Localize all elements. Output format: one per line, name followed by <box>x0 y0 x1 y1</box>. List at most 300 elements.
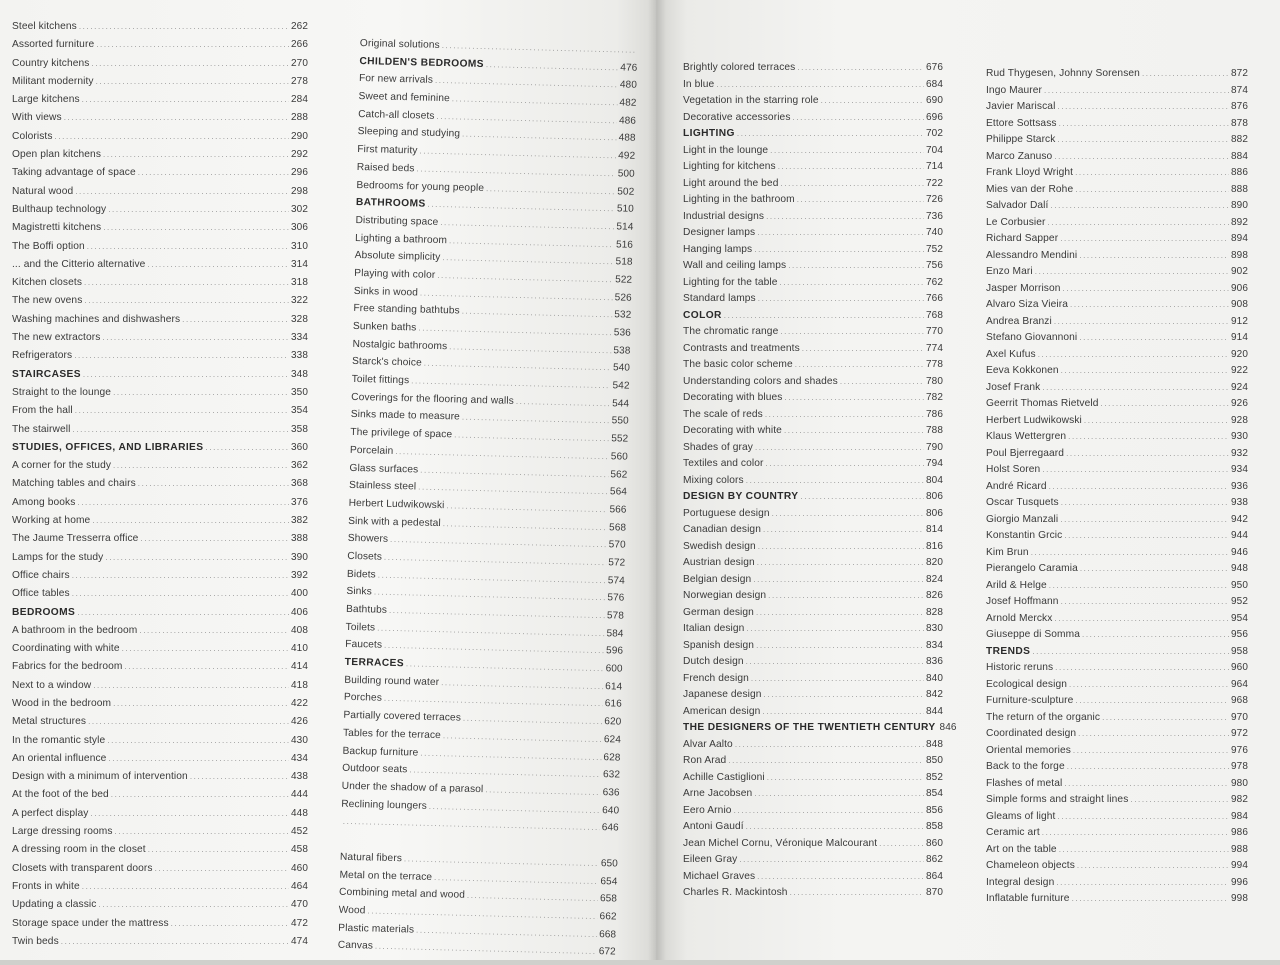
toc-page-number: 328 <box>291 313 308 325</box>
toc-page-number: 422 <box>291 697 308 709</box>
toc-page-number: 794 <box>926 458 943 469</box>
toc-entry-title: Large kitchens <box>12 94 80 106</box>
toc-entry-title: A bathroom in the bedroom <box>12 624 138 636</box>
toc-entry-title: Faucets <box>345 639 383 652</box>
toc-entry-title: The chromatic range <box>683 326 779 337</box>
toc-entry <box>683 376 943 393</box>
toc-page-number: 884 <box>1231 150 1248 162</box>
toc-entry <box>683 524 943 541</box>
toc-page-number: 912 <box>1231 315 1248 327</box>
toc-entry <box>12 460 308 478</box>
toc-leader-dots <box>79 22 289 31</box>
toc-leader-dots <box>746 657 924 666</box>
toc-leader-dots <box>778 162 924 171</box>
toc-entry <box>683 689 943 706</box>
toc-page-number: 926 <box>1231 398 1248 409</box>
toc-leader-dots <box>793 113 924 122</box>
toc-page-number: 488 <box>618 132 636 145</box>
toc-page-number: 560 <box>610 451 628 463</box>
toc-entry-title: Starck's choice <box>351 356 422 369</box>
toc-entry <box>683 326 943 343</box>
toc-entry-title: Chameleon objects <box>986 860 1075 871</box>
toc-entry <box>986 497 1248 514</box>
toc-entry <box>986 679 1248 696</box>
toc-entry <box>683 244 943 261</box>
toc-entry-title: Playing with color <box>354 267 436 281</box>
toc-leader-dots <box>105 553 289 562</box>
toc-entry <box>12 295 308 313</box>
toc-leader-dots <box>1084 416 1229 425</box>
toc-page-number: 392 <box>291 569 308 581</box>
toc-page-number: 522 <box>615 274 633 286</box>
toc-entry <box>683 62 943 79</box>
toc-page-number: 828 <box>926 606 943 618</box>
toc-page-number: 482 <box>619 97 637 109</box>
toc-entry-title: Jean Michel Cornu, Véronique Malcourant <box>683 837 878 849</box>
toc-entry-title: Among books <box>12 496 76 508</box>
toc-page-number: 298 <box>291 185 308 197</box>
toc-leader-dots <box>72 425 289 434</box>
toc-leader-dots <box>737 129 924 138</box>
toc-entry <box>12 222 308 240</box>
toc-entry <box>986 283 1248 300</box>
toc-entry <box>683 755 943 772</box>
toc-entry-title: Porches <box>343 692 383 705</box>
toc-page-number: 830 <box>926 623 943 634</box>
toc-entry <box>683 640 943 657</box>
toc-leader-dots <box>83 370 289 379</box>
toc-entry-title: Design with a minimum of intervention <box>12 771 188 783</box>
toc-leader-dots <box>758 294 924 303</box>
toc-leader-dots <box>436 112 617 125</box>
toc-entry <box>986 613 1248 630</box>
toc-entry <box>12 277 308 295</box>
toc-entry-title: Taking advantage of space <box>12 167 136 179</box>
toc-page-number: 806 <box>926 491 943 502</box>
toc-page-number: 964 <box>1231 678 1248 690</box>
toc-entry <box>683 475 943 492</box>
toc-leader-dots <box>88 717 289 726</box>
toc-entry-title: French design <box>683 672 749 684</box>
toc-entry <box>12 716 308 734</box>
toc-entry-title: Catch-all closets <box>358 108 435 122</box>
toc-entry-title: American design <box>683 705 761 717</box>
toc-entry-title: Outdoor seats <box>342 762 408 776</box>
toc-leader-dots <box>734 806 924 815</box>
toc-leader-dots <box>486 60 619 72</box>
toc-page-number: 856 <box>926 804 943 816</box>
toc-leader-dots <box>138 479 289 488</box>
toc-entry-title: For new arrivals <box>358 73 434 87</box>
toc-page-number: 570 <box>608 539 626 551</box>
toc-entry-title: A perfect display <box>12 807 89 819</box>
toc-entry-title: Andrea Branzi <box>986 315 1052 327</box>
toc-entry <box>12 112 308 130</box>
toc-entry-title: Washing machines and dishwashers <box>12 313 181 325</box>
toc-entry <box>683 788 943 805</box>
toc-entry <box>986 167 1248 184</box>
toc-leader-dots <box>1060 234 1229 243</box>
toc-page-number: 684 <box>926 78 943 90</box>
toc-leader-dots <box>1064 531 1229 540</box>
toc-entry <box>683 557 943 574</box>
toc-page-number: 806 <box>926 507 943 519</box>
toc-page-number: 886 <box>1231 167 1248 178</box>
toc-entry-title: Stefano Giovannoni <box>986 332 1078 343</box>
toc-page-number: 314 <box>291 258 308 270</box>
toc-entry <box>12 167 308 185</box>
toc-leader-dots <box>1031 548 1229 557</box>
toc-entry <box>683 145 943 162</box>
toc-entry <box>683 211 943 228</box>
toc-entry-title: STAIRCASES <box>12 368 81 380</box>
toc-entry-title: ... and the Citterio alternative <box>12 258 146 270</box>
toc-entry-title: Art on the table <box>986 843 1057 855</box>
toc-entry-title: Lighting for the table <box>683 276 778 288</box>
toc-leader-dots <box>754 789 924 798</box>
toc-entry-title: Assorted furniture <box>12 39 95 51</box>
toc-leader-dots <box>91 59 289 68</box>
toc-page-number: 986 <box>1231 827 1248 838</box>
toc-entry-title: Arild & Helge <box>986 579 1047 591</box>
toc-page-number: 958 <box>1231 645 1248 657</box>
toc-entry <box>986 68 1248 85</box>
toc-page-number: 310 <box>291 240 308 252</box>
toc-entry <box>683 805 943 822</box>
toc-entry-title: COLOR <box>683 309 722 321</box>
toc-entry <box>683 673 943 690</box>
toc-entry <box>683 392 943 409</box>
toc-entry-title: Office chairs <box>12 569 70 581</box>
toc-entry-title: Sinks in wood <box>353 285 419 299</box>
toc-entry-title: Oriental memories <box>986 744 1071 756</box>
toc-entry <box>683 887 943 904</box>
toc-entry-title: Historic reruns <box>986 662 1054 673</box>
toc-leader-dots <box>122 644 289 653</box>
toc-page-number: 814 <box>926 524 943 535</box>
toc-entry-title: Rud Thygesen, Johnny Sorensen <box>986 68 1140 79</box>
toc-leader-dots <box>418 483 608 497</box>
toc-entry-title: Natural fibers <box>339 851 403 865</box>
toc-entry-title: Swedish design <box>683 540 756 552</box>
toc-entry-title: Richard Sapper <box>986 233 1059 244</box>
toc-leader-dots <box>1073 746 1229 755</box>
toc-page-number: 368 <box>291 478 308 490</box>
toc-leader-dots <box>746 624 924 633</box>
toc-page-number: 474 <box>291 935 308 947</box>
toc-page-number: 870 <box>926 887 943 898</box>
toc-entry-title: Coverings for the flooring and walls <box>351 391 515 407</box>
toc-leader-dots <box>102 333 289 342</box>
toc-page-number: 840 <box>926 672 943 684</box>
toc-entry-title: Vegetation in the starring role <box>683 95 819 106</box>
toc-entry <box>986 877 1248 894</box>
toc-entry-title: Brightly colored terraces <box>683 62 796 73</box>
toc-page-number: 902 <box>1231 266 1248 277</box>
toc-page-number: 876 <box>1231 101 1248 112</box>
toc-page-number: 816 <box>926 540 943 552</box>
toc-page-number: 632 <box>602 769 621 781</box>
toc-leader-dots <box>82 95 289 104</box>
toc-page-number: 486 <box>618 115 637 127</box>
toc-entry <box>12 350 308 368</box>
toc-entry <box>986 794 1248 811</box>
toc-entry <box>683 227 943 244</box>
toc-leader-dots <box>84 296 289 305</box>
toc-page-number: 584 <box>606 627 624 640</box>
toc-entry-title: Colorists <box>12 130 53 142</box>
toc-entry <box>986 365 1248 382</box>
toc-entry <box>986 761 1248 778</box>
toc-leader-dots <box>72 571 289 580</box>
toc-page-number: 552 <box>611 433 629 445</box>
toc-page-number: 898 <box>1231 249 1248 261</box>
toc-entry <box>986 464 1248 481</box>
toc-page-number: 318 <box>291 277 308 289</box>
toc-leader-dots <box>454 431 609 444</box>
toc-page-number: 980 <box>1231 777 1248 789</box>
toc-leader-dots <box>462 130 617 143</box>
toc-leader-dots <box>443 731 602 744</box>
toc-leader-dots <box>802 344 924 353</box>
toc-entry-title: Sunken baths <box>352 320 417 334</box>
toc-page-number: 510 <box>616 203 635 215</box>
toc-entry <box>12 186 308 204</box>
toc-entry-title: In the romantic style <box>12 734 106 746</box>
toc-page-number: 542 <box>612 380 630 392</box>
toc-entry-title: Jasper Morrison <box>986 282 1061 294</box>
toc-entry <box>683 739 943 756</box>
toc-page-number: 270 <box>291 57 308 69</box>
toc-leader-dots <box>103 223 289 232</box>
toc-leader-dots <box>1032 647 1229 656</box>
toc-page-number: 360 <box>291 441 308 453</box>
toc-entry <box>12 570 308 588</box>
toc-page-number: 924 <box>1231 381 1248 393</box>
toc-leader-dots <box>763 525 924 534</box>
toc-entry <box>683 541 943 558</box>
toc-entry-title: Ecological design <box>986 678 1067 690</box>
toc-entry-title: Understanding colors and shades <box>683 375 838 387</box>
toc-page-number: 388 <box>291 533 308 545</box>
toc-entry-title: Back to the forge <box>986 761 1065 772</box>
toc-page-number: 502 <box>617 185 635 198</box>
toc-entry <box>683 772 943 789</box>
toc-page-number: 550 <box>611 415 629 428</box>
toc-entry <box>683 854 943 871</box>
toc-entry <box>986 448 1248 465</box>
right-page <box>656 0 1280 960</box>
toc-leader-dots <box>113 461 289 470</box>
toc-page-number: 438 <box>291 771 308 783</box>
toc-page-number: 782 <box>926 392 943 403</box>
toc-entry-title: Wood <box>338 904 366 917</box>
toc-entry <box>986 844 1248 861</box>
toc-leader-dots <box>93 681 289 690</box>
toc-column-1 <box>12 21 308 954</box>
toc-page-number: 562 <box>610 468 628 481</box>
toc-entry <box>12 552 308 570</box>
toc-leader-dots <box>409 766 601 780</box>
toc-entry-title: Konstantin Grcic <box>986 530 1063 541</box>
toc-leader-dots <box>1035 267 1229 276</box>
toc-page-number: 934 <box>1231 464 1248 475</box>
toc-entry-title: The Boffi option <box>12 240 85 252</box>
toc-entry-title: Coordinated design <box>986 728 1077 739</box>
toc-leader-dots <box>1057 135 1229 144</box>
toc-entry-title: BATHROOMS <box>355 197 426 210</box>
toc-entry-title: Combining metal and wood <box>338 887 466 902</box>
toc-page-number: 762 <box>926 276 943 288</box>
toc-section-heading <box>683 128 943 145</box>
toc-entry <box>683 343 943 360</box>
toc-entry-title: André Ricard <box>986 480 1047 492</box>
toc-leader-dots <box>1101 399 1229 408</box>
toc-entry <box>12 314 308 332</box>
toc-leader-dots <box>148 845 289 854</box>
toc-page-number: 408 <box>291 624 308 636</box>
toc-entry-title: Large dressing rooms <box>12 826 113 838</box>
toc-page-number: 338 <box>291 350 308 362</box>
toc-leader-dots <box>205 443 289 452</box>
toc-page-number: 596 <box>605 645 624 657</box>
toc-page-number: 726 <box>926 194 943 205</box>
toc-leader-dots <box>1049 482 1229 491</box>
toc-leader-dots <box>435 76 618 89</box>
toc-page-number: 846 <box>939 722 957 733</box>
toc-page-number: 516 <box>615 238 634 251</box>
toc-leader-dots <box>103 150 289 159</box>
toc-entry-title: Natural wood <box>12 185 74 197</box>
toc-leader-dots <box>1067 762 1229 771</box>
toc-leader-dots <box>74 351 289 360</box>
toc-entry <box>12 643 308 661</box>
toc-leader-dots <box>1048 218 1229 227</box>
toc-page-number: 444 <box>291 789 308 801</box>
toc-entry-title: From the hall <box>12 405 73 417</box>
toc-entry <box>12 204 308 222</box>
toc-page-number: 578 <box>606 610 625 622</box>
toc-leader-dots <box>1050 201 1229 210</box>
toc-leader-dots <box>758 542 924 551</box>
toc-leader-dots <box>1063 284 1229 293</box>
toc-page-number: 842 <box>926 689 943 700</box>
toc-entry <box>986 415 1248 432</box>
toc-leader-dots <box>87 242 289 251</box>
toc-page-number: 948 <box>1231 563 1248 574</box>
toc-page-number: 972 <box>1231 728 1248 739</box>
toc-entry <box>986 547 1248 564</box>
toc-entry-title: Sinks made to measure <box>350 409 461 423</box>
toc-leader-dots <box>756 608 924 617</box>
toc-page-number: 376 <box>291 496 308 508</box>
toc-leader-dots <box>757 228 924 237</box>
toc-entry <box>683 95 943 112</box>
toc-leader-dots <box>96 77 289 86</box>
toc-page-number: 566 <box>609 504 627 516</box>
toc-leader-dots <box>1064 779 1229 788</box>
toc-entry <box>986 811 1248 828</box>
toc-leader-dots <box>462 413 610 426</box>
toc-entry <box>986 382 1248 399</box>
toc-leader-dots <box>434 873 599 886</box>
toc-leader-dots <box>1049 581 1229 590</box>
toc-entry-title: Integral design <box>986 876 1055 888</box>
toc-entry-title: Bedrooms for young people <box>356 179 485 194</box>
toc-entry <box>12 826 308 844</box>
toc-entry-title: Textiles and color <box>683 458 764 469</box>
toc-page-number: 736 <box>926 210 943 222</box>
toc-entry-title: DESIGN BY COUNTRY <box>683 491 799 502</box>
toc-page-number: 740 <box>926 227 943 238</box>
toc-page-number: 514 <box>616 221 634 233</box>
toc-leader-dots <box>800 492 924 501</box>
toc-page-number: 996 <box>1231 876 1248 888</box>
toc-entry-title: Steel kitchens <box>12 21 77 32</box>
toc-page-number: 410 <box>291 643 308 655</box>
toc-entry-title: Hanging lamps <box>683 243 753 255</box>
toc-leader-dots <box>1054 614 1229 623</box>
toc-leader-dots <box>1061 498 1229 507</box>
toc-leader-dots <box>427 200 615 214</box>
toc-entry <box>12 39 308 57</box>
toc-leader-dots <box>147 260 289 269</box>
toc-entry-title: Fabrics for the bedroom <box>12 661 123 673</box>
toc-page-number: 976 <box>1231 744 1248 756</box>
toc-leader-dots <box>55 132 289 141</box>
toc-entry-title: Giorgio Manzali <box>986 513 1059 525</box>
toc-entry-title: Wall and ceiling lamps <box>683 260 787 271</box>
toc-entry-title: An oriental influence <box>12 752 107 764</box>
toc-entry-title: Arnold Merckx <box>986 612 1053 624</box>
toc-entry <box>12 881 308 899</box>
toc-entry <box>986 233 1248 250</box>
toc-entry <box>683 623 943 640</box>
toc-entry-title: Michael Graves <box>683 870 756 882</box>
toc-entry-title: Mixing colors <box>683 474 744 486</box>
toc-page-number: 890 <box>1231 200 1248 211</box>
toc-leader-dots <box>780 179 924 188</box>
toc-leader-dots <box>75 406 289 415</box>
toc-entry-title: Josef Hoffmann <box>986 596 1059 607</box>
toc-page-number: 864 <box>926 870 943 882</box>
toc-page-number: 952 <box>1231 596 1248 607</box>
toc-leader-dots <box>821 96 924 105</box>
toc-leader-dots <box>113 699 289 708</box>
toc-entry <box>683 409 943 426</box>
toc-entry <box>12 661 308 679</box>
toc-entry-title: Next to a window <box>12 679 92 691</box>
toc-entry <box>986 481 1248 498</box>
toc-leader-dots <box>92 516 289 525</box>
toc-entry-title: Mies van der Rohe <box>986 183 1074 195</box>
toc-entry-title: Fronts in white <box>12 880 80 892</box>
toc-page-number: 658 <box>599 893 618 905</box>
toc-entry <box>986 250 1248 267</box>
toc-page-number: 492 <box>618 150 636 162</box>
toc-entry-title: Reclining loungers <box>341 798 428 812</box>
toc-entry-title: Axel Kufus <box>986 348 1036 360</box>
toc-entry-title: Lamps for the study <box>12 551 104 563</box>
toc-page-number: 854 <box>926 788 943 799</box>
toc-page-number: 362 <box>291 460 308 472</box>
toc-entry-title: A corner for the study <box>12 460 112 472</box>
toc-entry-title: Kim Brun <box>986 546 1029 558</box>
toc-leader-dots <box>115 827 289 836</box>
toc-leader-dots <box>140 534 289 543</box>
toc-page-number: 576 <box>607 592 625 604</box>
toc-page-number: 266 <box>291 39 308 51</box>
